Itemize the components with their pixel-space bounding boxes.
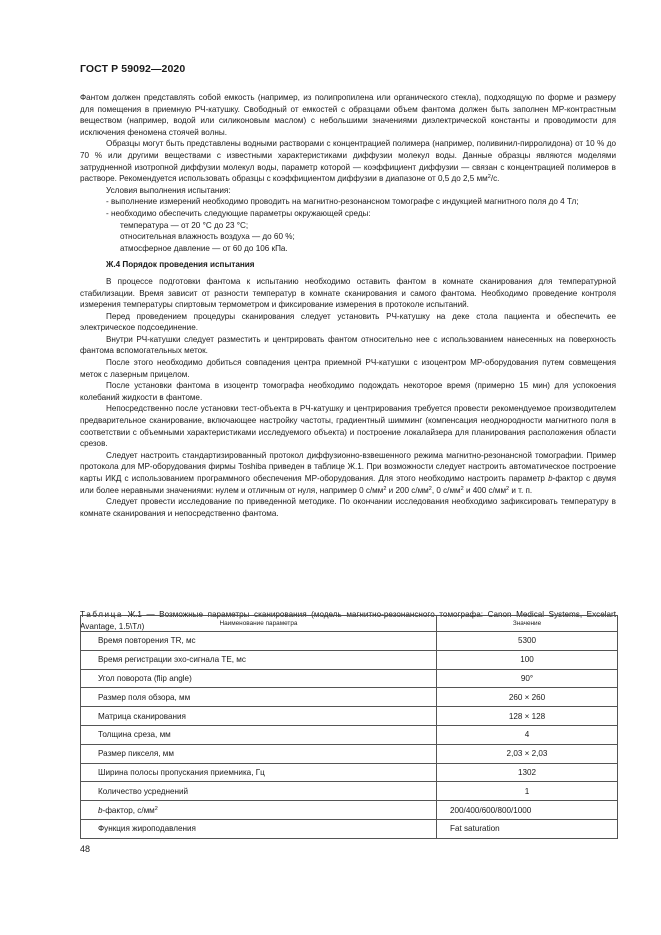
parameter-name: Матрица сканирования xyxy=(81,707,437,726)
parameter-value: 90° xyxy=(437,669,618,688)
table-row xyxy=(81,763,618,782)
table-row xyxy=(81,725,618,744)
column-header-parameter: Наименование параметра xyxy=(81,616,437,632)
parameter-name: Функция жироподавления xyxy=(81,819,437,838)
table-row xyxy=(81,744,618,763)
table-row xyxy=(81,801,618,820)
parameter-value: 2,03 × 2,03 xyxy=(437,744,618,763)
parameter-name: Время регистрации эхо-сигнала TE, мс xyxy=(81,650,437,669)
parameter-name: Ширина полосы пропускания приемника, Гц xyxy=(81,763,437,782)
paragraph: Перед проведением процедуры сканирования следует установить РЧ-катушку на деке стола пациента и обеспечить ее электрическое подсоединение. xyxy=(80,311,616,333)
paragraph: После установки фантома в изоцентр томографа необходимо подождать некоторое время (примерно 15 мин) для успокоения колебаний жидкости в фантоме. xyxy=(80,381,616,402)
parameter-name: b-фактор, $с/мм^2$ xyxy=(81,801,437,820)
table-row xyxy=(81,650,618,669)
parameter-name: Угол поворота (flip angle) xyxy=(81,669,437,688)
paragraph: Следует настроить стандартизированный протокол диффузионно-взвешенного режима магнитно-резонансной томографии. Пример протокола для МР-оборудования фирмы Toshiba приведен в таблице Ж.1. При возможности следует настроить автоматическое построение карты ИКД с использованием программного обеспечения МР-оборудования. Для этого необходимо настроить параметр b-фактор с двумя или более неравными значениями: нулем и отличным от нуля, например 0 $с/мм^2$ и 200 $с/мм^2$, 0 $с/мм^2$ и 400 $с/мм^2$ и т. п. xyxy=(80,450,617,495)
document-body xyxy=(80,92,616,519)
column-header-value: Значение xyxy=(437,616,618,632)
paragraph: После этого необходимо добиться совпадения центра приемной РЧ-катушки с изоцентром МР-оборудования путем совмещения меток с лазерным прицелом. xyxy=(80,358,616,379)
table-row xyxy=(81,669,618,688)
paragraph: Непосредственно после установки тест-объекта в РЧ-катушку и центрирования требуется провести рекомендуемое производителем предварительное сканирование, включающее настройку частоты, градиентный шимминг (компенсация неоднородности магнитного поля в соответствии с объемными характеристиками исследуемого объекта) и построение локалайзера для планирования расположения области срезов. xyxy=(80,404,616,449)
parameter-value: 1302 xyxy=(437,763,618,782)
parameter-value: 1 xyxy=(437,782,618,801)
parameter-name: Время повторения TR, мс xyxy=(81,632,437,651)
parameter-name: Толщина среза, мм xyxy=(81,725,437,744)
parameter-name: Количество усреднений xyxy=(81,782,437,801)
table-caption: Таблица Ж.1 — Возможные параметры сканирования (модель магнитно-резонансного томографа: Canon Medical Systems, Excelart Avantage, 1.5\Тл) xyxy=(80,610,616,631)
table-header-row xyxy=(81,616,618,632)
section-title: Ж.4 Порядок проведения испытания xyxy=(106,260,255,270)
parameter-value: 128 × 128 xyxy=(437,707,618,726)
table-row xyxy=(81,819,618,838)
page-number: 48 xyxy=(80,844,91,854)
paragraph: В процессе подготовки фантома к испытанию необходимо оставить фантом в комнате сканирования для температурной стабилизации. Время зависит от разности температур в комнате сканирования и самого фантома. Необходимо проведение контроля измерения температуры спиртовым термометром и фиксирование измерения в протоколе испытаний. xyxy=(80,276,616,310)
document-header: ГОСТ Р 59092—2020 xyxy=(80,63,186,75)
parameter-value: 4 xyxy=(437,725,618,744)
table-row xyxy=(81,782,618,801)
parameter-value: 260 × 260 xyxy=(437,688,618,707)
list-item: температура — от 20 °С до 23 °С; xyxy=(120,220,249,230)
paragraph: Образцы могут быть представлены водными растворами с концентрацией полимера (например, поливинил-пирролидона) от 10 % до 70 % или другими веществами с известными характеристиками диффузии молекул воды. Данные образцы являются моделями затрудненной изотропной диффузии молекул воды, параметр которой — коэффициент диффузии — связан с концентрацией полимеров в растворе. Рекомендуется использовать образцы с коэффициентом диффузии в диапазоне от 0,5 до 2,5 $мм^2/с$. xyxy=(80,139,616,184)
parameter-name: Размер пикселя, мм xyxy=(81,744,437,763)
parameter-value: 100 xyxy=(437,650,618,669)
list-item: - необходимо обеспечить следующие параметры окружающей среды: xyxy=(106,208,371,218)
parameter-value: 200/400/600/800/1000 xyxy=(437,801,618,820)
paragraph: Фантом должен представлять собой емкость (например, из полипропилена или органического стекла), подходящую по форме и размеру для помещения в приемную РЧ-катушку. Свободный от емкостей с образцами объем фантома должен быть заполнен МР-контрастным веществом (например, водой или силиконовым маслом) с небольшими значениями диэлектрической константы и проводимости для исключения феномена стоячей волны. xyxy=(80,93,616,137)
paragraph: Внутри РЧ-катушки следует разместить и центрировать фантом относительно нее с использованием нанесенных на поверхность фантома вспомогательных меток. xyxy=(80,334,616,356)
list-item: относительная влажность воздуха — до 60 %; xyxy=(120,232,295,242)
parameter-value: Fat saturation xyxy=(437,819,618,838)
paragraph: Условия выполнения испытания: xyxy=(106,185,231,195)
list-item: - выполнение измерений необходимо проводить на магнитно-резонансном томографе с индукцией магнитного поля до 4 Тл; xyxy=(106,197,579,207)
table-row xyxy=(81,688,618,707)
parameter-value: 5300 xyxy=(437,632,618,651)
parameters-table xyxy=(80,615,618,839)
list-item: атмосферное давление — от 60 до 106 кПа. xyxy=(120,243,288,253)
paragraph: Следует провести исследование по приведенной методике. По окончании исследования необходимо зафиксировать температуру в комнате сканирования и непосредственно фантома. xyxy=(80,497,616,518)
parameter-name: Размер поля обзора, мм xyxy=(81,688,437,707)
table-row xyxy=(81,632,618,651)
table-row xyxy=(81,707,618,726)
